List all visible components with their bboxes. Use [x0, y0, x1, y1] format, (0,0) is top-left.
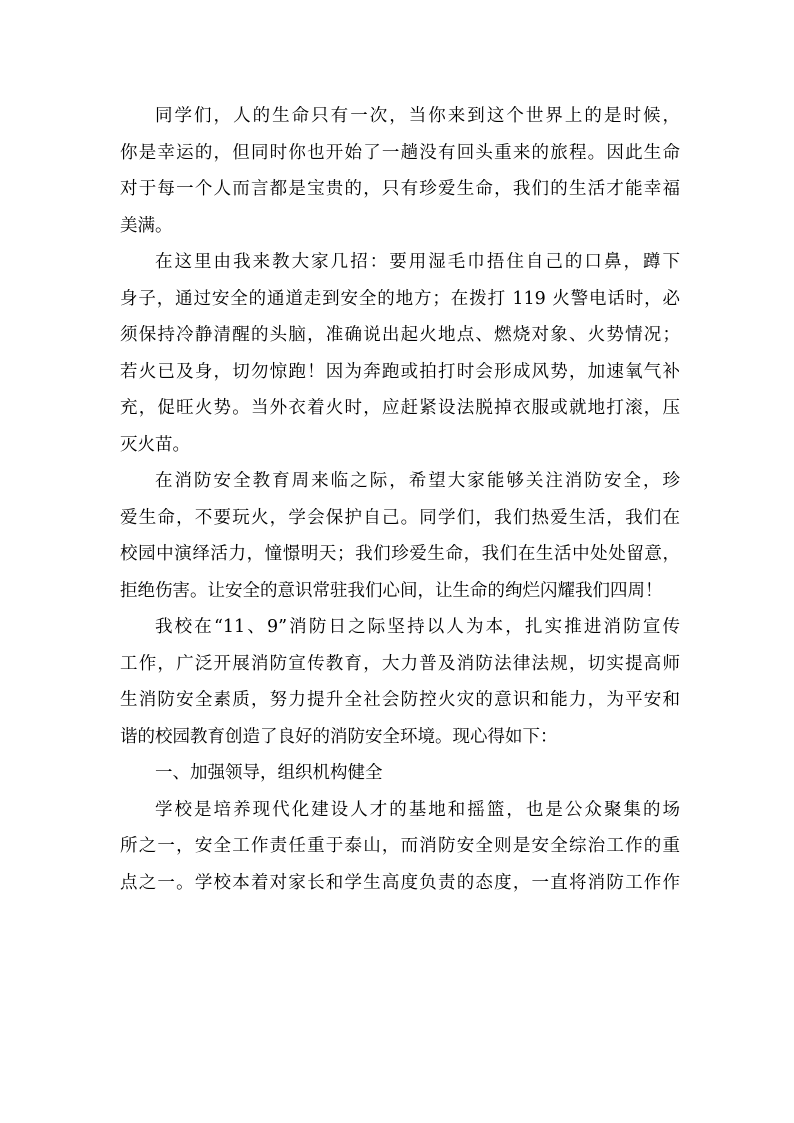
paragraph-2-line-1: 在这里由我来教大家几招：要用湿毛巾捂住自己的口鼻，蹲下 [155, 252, 680, 272]
paragraph-5-line-3: 点之一。学校本着对家长和学生高度负责的态度，一直将消防工作作 [120, 872, 680, 893]
paragraph-1-line-2: 你是幸运的，但同时你也开始了一趟没有回头重来的旅程。因此生命 [120, 142, 680, 163]
paragraph-3-line-4: 拒绝伤害。让安全的意识常驻我们心间，让生命的绚烂闪耀我们四周！ [120, 580, 663, 601]
paragraph-3-line-3: 校园中演绎活力，憧憬明天；我们珍爱生命，我们在生活中处处留意， [120, 544, 680, 564]
paragraph-4-line-3: 生消防安全素质，努力提升全社会防控火灾的意识和能力，为平安和 [120, 690, 680, 710]
paragraph-3-line-2: 爱生命，不要玩火，学会保护自己。同学们，我们热爱生活，我们在 [120, 507, 680, 528]
paragraph-5-line-2: 所之一，安全工作责任重于泰山，而消防安全则是安全综治工作的重 [120, 836, 680, 856]
paragraph-2-line-6: 灭火苗。 [120, 434, 190, 455]
paragraph-1-line-3: 对于每一个人而言都是宝贵的，只有珍爱生命，我们的生活才能幸福 [120, 179, 680, 199]
paragraph-4-line-1: 我校在“11、9”消防日之际坚持以人为本，扎实推进消防宣传 [155, 617, 680, 637]
paragraph-1-line-1: 同学们，人的生命只有一次，当你来到这个世界上的是时候， [155, 106, 680, 126]
paragraph-4-line-4: 谐的校园教育创造了良好的消防安全环境。现心得如下： [120, 726, 558, 747]
paragraph-4-line-2: 工作，广泛开展消防宣传教育，大力普及消防法律法规，切实提高师 [120, 653, 680, 674]
paragraph-2-line-4: 若火已及身，切勿惊跑！因为奔跑或拍打时会形成风势，加速氧气补 [120, 361, 680, 382]
paragraph-2-line-3: 须保持冷静清醒的头脑，准确说出起火地点、燃烧对象、火势情况； [120, 325, 680, 345]
document-body [120, 98, 680, 901]
paragraph-1-line-4: 美满。 [120, 215, 173, 236]
paragraph-5-line-1: 学校是培养现代化建设人才的基地和摇篮，也是公众聚集的场 [155, 799, 680, 820]
paragraph-3-line-1: 在消防安全教育周来临之际，希望大家能够关注消防安全，珍 [155, 471, 680, 491]
paragraph-2-line-5: 充，促旺火势。当外衣着火时，应赶紧设法脱掉衣服或就地打滚，压 [120, 398, 680, 418]
section-heading: 一、加强领导，组织机构健全 [155, 763, 383, 783]
paragraph-2-line-2: 身子，通过安全的通道走到安全的地方；在拨打 119 火警电话时，必 [120, 288, 680, 309]
